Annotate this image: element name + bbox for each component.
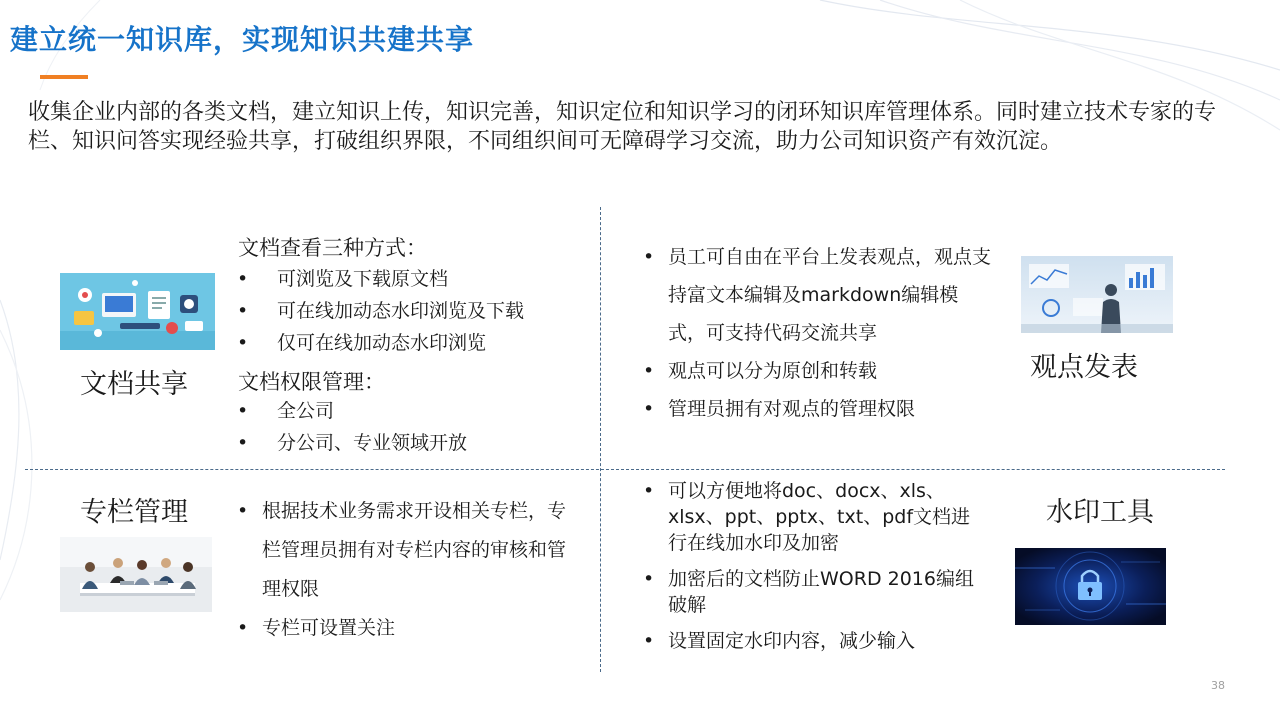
page-title: 建立统一知识库，实现知识共建共享 [10, 23, 475, 56]
list-item: • 管理员拥有对观点的管理权限 [643, 390, 991, 428]
bullet-icon: • [643, 480, 655, 502]
list-item: • 可在线加动态水印浏览及下载 [237, 300, 525, 322]
doc-share-label: 文档共享 [80, 369, 188, 400]
bullet-icon: • [237, 300, 249, 322]
view-modes-list [237, 266, 524, 362]
page-number: 38 [1211, 679, 1225, 692]
office-desk-illustration [60, 273, 215, 350]
list-item: • 加密后的文档防止WORD 2016编组破解 [643, 568, 974, 616]
list-item: • 分公司、专业领域开放 [237, 432, 468, 454]
bullet-icon: • [643, 246, 655, 268]
watermark-list [643, 478, 983, 654]
list-item: • 员工可自由在平台上发表观点，观点支持富文本编辑及markdown编辑模式，可支持代码交流共享 [643, 238, 991, 352]
viewpoint-list [643, 238, 991, 428]
list-item: • 根据技术业务需求开设相关专栏，专栏管理员拥有对专栏内容的审核和管理权限 [237, 492, 582, 609]
vertical-divider [600, 207, 601, 672]
bullet-icon: • [237, 332, 249, 354]
permission-list [237, 398, 467, 462]
list-item: • 专栏可设置关注 [237, 609, 582, 648]
watermark-label: 水印工具 [1046, 497, 1154, 528]
list-item: • 设置固定水印内容，减少输入 [643, 630, 916, 652]
bullet-icon: • [237, 500, 249, 522]
title-accent-bar [40, 75, 88, 79]
viewpoint-label: 观点发表 [1030, 352, 1138, 383]
list-item: • 可浏览及下载原文档 [237, 268, 449, 290]
bullet-icon: • [643, 630, 655, 652]
column-label: 专栏管理 [80, 497, 188, 528]
horizontal-divider [25, 469, 1225, 470]
bullet-icon: • [643, 398, 655, 420]
list-item: • 仅可在线加动态水印浏览 [237, 332, 487, 354]
team-meeting-photo [60, 537, 212, 612]
intro-paragraph: 收集企业内部的各类文档，建立知识上传，知识完善，知识定位和知识学习的闭环知识库管理体系。同时建立技术专家的专栏、知识问答实现经验共享，打破组织界限，不同组织间可无障碍学习交流，助力公司知识资产有效沉淀。 [28, 100, 1217, 154]
view-modes-heading: 文档查看三种方式： [238, 236, 427, 260]
column-list [237, 492, 582, 648]
bullet-icon: • [643, 568, 655, 590]
bullet-icon: • [237, 400, 249, 422]
bullet-icon: • [237, 268, 249, 290]
digital-lock-photo [1015, 548, 1166, 625]
bullet-icon: • [643, 360, 655, 382]
permission-heading: 文档权限管理： [238, 370, 385, 394]
list-item: • 全公司 [237, 400, 335, 422]
business-analytics-photo [1021, 256, 1173, 333]
list-item: • 可以方便地将doc、docx、xls、xlsx、ppt、pptx、txt、pdf文档进行在线加水印及加密 [643, 480, 971, 554]
bullet-icon: • [237, 432, 249, 454]
bullet-icon: • [237, 617, 249, 639]
list-item: • 观点可以分为原创和转载 [643, 352, 991, 390]
